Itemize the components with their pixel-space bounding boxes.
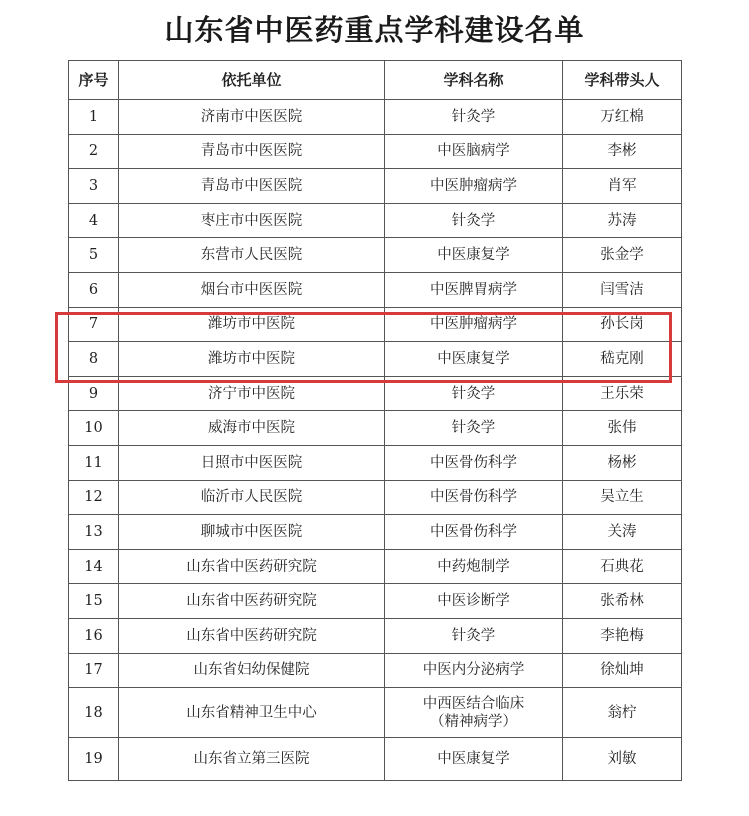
cell-leader: 张伟 <box>563 411 682 446</box>
table-row <box>69 738 682 781</box>
cell-leader: 翁柠 <box>563 688 682 738</box>
cell-no: 11 <box>69 445 119 480</box>
table-row <box>69 584 682 619</box>
cell-unit: 东营市人民医院 <box>119 238 385 273</box>
table-row <box>69 342 682 377</box>
cell-leader: 徐灿坤 <box>563 653 682 688</box>
cell-no: 12 <box>69 480 119 515</box>
cell-discipline: 中医康复学 <box>385 238 563 273</box>
cell-unit: 烟台市中医医院 <box>119 272 385 307</box>
cell-unit: 济宁市中医院 <box>119 376 385 411</box>
discipline-table <box>68 60 682 781</box>
table-row <box>69 169 682 204</box>
cell-leader: 刘敏 <box>563 738 682 781</box>
cell-discipline: 中医诊断学 <box>385 584 563 619</box>
header-leader: 学科带头人 <box>563 61 682 100</box>
cell-unit: 青岛市中医医院 <box>119 169 385 204</box>
cell-no: 8 <box>69 342 119 377</box>
table-row <box>69 307 682 342</box>
cell-leader: 李彬 <box>563 134 682 169</box>
cell-discipline: 中医肿瘤病学 <box>385 307 563 342</box>
cell-no: 10 <box>69 411 119 446</box>
cell-discipline: 针灸学 <box>385 618 563 653</box>
discipline-main: 中西医结合临床 <box>422 695 525 712</box>
table-row <box>69 134 682 169</box>
cell-discipline: 针灸学 <box>385 376 563 411</box>
cell-leader: 嵇克刚 <box>563 342 682 377</box>
table-row <box>69 618 682 653</box>
cell-unit: 潍坊市中医院 <box>119 307 385 342</box>
cell-unit: 日照市中医医院 <box>119 445 385 480</box>
cell-no: 2 <box>69 134 119 169</box>
cell-leader: 关涛 <box>563 515 682 550</box>
table-row <box>69 100 682 135</box>
cell-no: 17 <box>69 653 119 688</box>
cell-no: 5 <box>69 238 119 273</box>
cell-no: 4 <box>69 203 119 238</box>
cell-discipline: 针灸学 <box>385 100 563 135</box>
cell-discipline: 中医骨伤科学 <box>385 480 563 515</box>
cell-discipline: 中医康复学 <box>385 342 563 377</box>
cell-discipline: 针灸学 <box>385 203 563 238</box>
cell-no: 14 <box>69 549 119 584</box>
cell-leader: 李艳梅 <box>563 618 682 653</box>
header-discipline: 学科名称 <box>385 61 563 100</box>
cell-leader: 肖军 <box>563 169 682 204</box>
table-row <box>69 445 682 480</box>
table-row <box>69 688 682 738</box>
cell-leader: 万红棉 <box>563 100 682 135</box>
cell-unit: 山东省中医药研究院 <box>119 584 385 619</box>
cell-discipline: 中医骨伤科学 <box>385 445 563 480</box>
cell-unit: 临沂市人民医院 <box>119 480 385 515</box>
cell-no: 1 <box>69 100 119 135</box>
table-row <box>69 549 682 584</box>
cell-no: 9 <box>69 376 119 411</box>
cell-leader: 张希林 <box>563 584 682 619</box>
cell-leader: 王乐荣 <box>563 376 682 411</box>
cell-no: 6 <box>69 272 119 307</box>
cell-unit: 山东省精神卫生中心 <box>119 688 385 738</box>
table-row <box>69 515 682 550</box>
table-row <box>69 238 682 273</box>
cell-leader: 张金学 <box>563 238 682 273</box>
cell-unit: 山东省妇幼保健院 <box>119 653 385 688</box>
cell-leader: 吴立生 <box>563 480 682 515</box>
cell-no: 7 <box>69 307 119 342</box>
header-no: 序号 <box>69 61 119 100</box>
cell-discipline: 中医内分泌病学 <box>385 653 563 688</box>
cell-unit: 山东省立第三医院 <box>119 738 385 781</box>
table-row <box>69 480 682 515</box>
cell-unit: 聊城市中医医院 <box>119 515 385 550</box>
cell-no: 18 <box>69 688 119 738</box>
cell-unit: 青岛市中医医院 <box>119 134 385 169</box>
header-unit: 依托单位 <box>119 61 385 100</box>
cell-discipline: 中医肿瘤病学 <box>385 169 563 204</box>
table-row <box>69 653 682 688</box>
table-row <box>69 203 682 238</box>
cell-unit: 威海市中医院 <box>119 411 385 446</box>
cell-leader: 石典花 <box>563 549 682 584</box>
cell-unit: 山东省中医药研究院 <box>119 549 385 584</box>
cell-leader: 苏涛 <box>563 203 682 238</box>
cell-discipline: 中医康复学 <box>385 738 563 781</box>
cell-unit: 枣庄市中医医院 <box>119 203 385 238</box>
cell-discipline: 中医脾胃病学 <box>385 272 563 307</box>
cell-unit: 潍坊市中医院 <box>119 342 385 377</box>
cell-discipline: 中医骨伤科学 <box>385 515 563 550</box>
cell-no: 13 <box>69 515 119 550</box>
table-header-row <box>69 61 682 100</box>
cell-leader: 闫雪洁 <box>563 272 682 307</box>
cell-leader: 杨彬 <box>563 445 682 480</box>
cell-discipline: 中药炮制学 <box>385 549 563 584</box>
table-row <box>69 376 682 411</box>
cell-unit: 济南市中医医院 <box>119 100 385 135</box>
cell-discipline <box>385 688 563 738</box>
cell-discipline: 针灸学 <box>385 411 563 446</box>
cell-no: 19 <box>69 738 119 781</box>
discipline-sub: （精神病学） <box>430 713 517 730</box>
cell-discipline: 中医脑病学 <box>385 134 563 169</box>
cell-no: 16 <box>69 618 119 653</box>
cell-no: 3 <box>69 169 119 204</box>
table-row <box>69 272 682 307</box>
cell-leader: 孙长岗 <box>563 307 682 342</box>
document-title: 山东省中医药重点学科建设名单 <box>164 13 585 47</box>
cell-unit: 山东省中医药研究院 <box>119 618 385 653</box>
cell-no: 15 <box>69 584 119 619</box>
table-row <box>69 411 682 446</box>
